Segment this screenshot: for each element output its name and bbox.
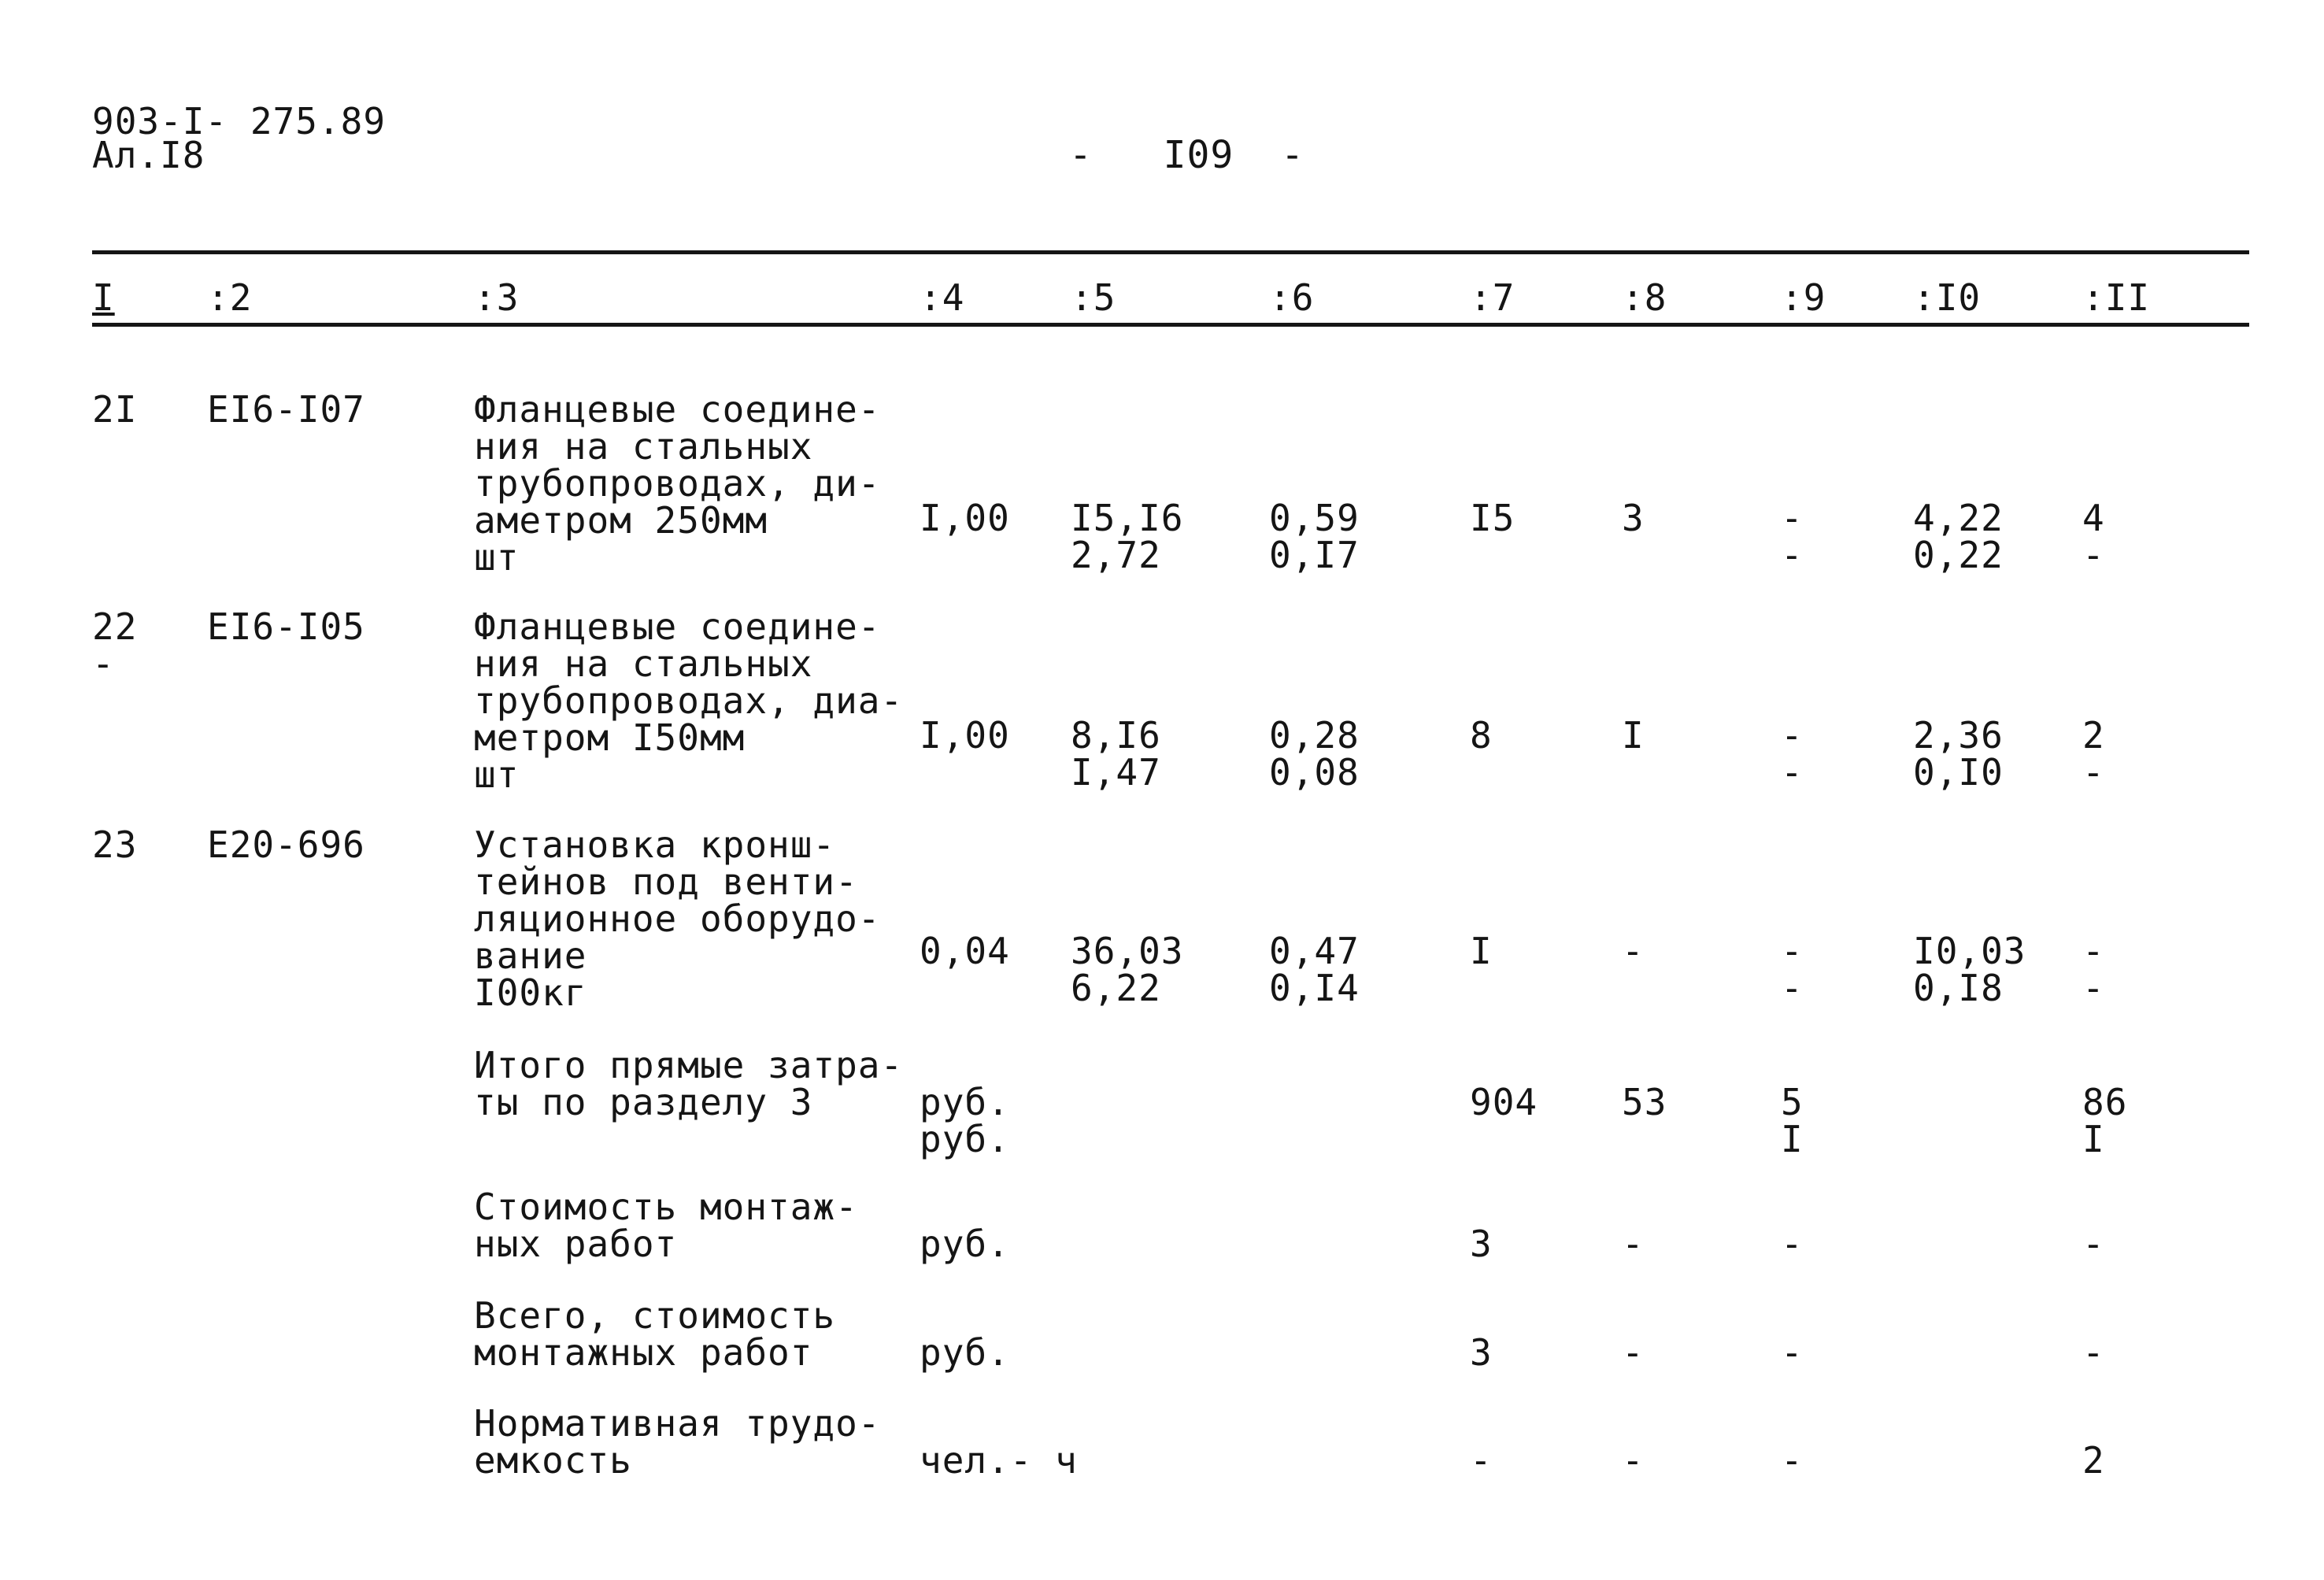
cell-col7: I5 <box>1470 497 1515 539</box>
cell-col8: - <box>1622 1223 1645 1265</box>
table-header-rule <box>92 323 2249 327</box>
quantity: I,00 <box>920 714 1010 757</box>
row-number: 23 <box>92 823 138 866</box>
cell-col11: - <box>2082 1223 2105 1265</box>
work-description: Фланцевые соедине- ния на стальных трубопроводах, ди- аметром 250мм шт <box>474 388 881 579</box>
cell-col7: 3 <box>1470 1223 1493 1265</box>
cell-col8: 53 <box>1622 1081 1667 1123</box>
quantity: I,00 <box>920 497 1010 539</box>
column-header: :9 <box>1781 276 1826 319</box>
cell-col9: - <box>1781 1223 1804 1265</box>
work-description: Фланцевые соедине- ния на стальных трубопроводах, диа- метром I50мм шт <box>474 605 904 796</box>
column-header: :4 <box>920 276 965 319</box>
cell-col5: 36,03 6,22 <box>1071 930 1184 1009</box>
cell-col9: 5 I <box>1781 1081 1804 1160</box>
summary-label: Итого прямые затра- ты по разделу 3 <box>474 1044 904 1123</box>
work-description: Установка кронш- тейнов под венти- ляционное оборудо- вание I00кг <box>474 823 881 1014</box>
cell-col5: I5,I6 2,72 <box>1071 497 1184 576</box>
cell-col9: - - <box>1781 930 1804 1009</box>
cell-col9: - - <box>1781 497 1804 576</box>
column-header: :II <box>2082 276 2151 319</box>
summary-label: Всего, стоимость монтажных работ <box>474 1294 836 1374</box>
cell-col8: I <box>1622 714 1645 757</box>
cell-col5: 8,I6 I,47 <box>1071 714 1161 794</box>
price-code: EI6-I05 <box>207 605 365 648</box>
page-number: - I09 - <box>1069 133 1304 177</box>
summary-unit: руб. руб. <box>920 1081 1010 1160</box>
cell-col6: 0,59 0,I7 <box>1269 497 1360 576</box>
column-header: :8 <box>1622 276 1667 319</box>
cell-col8: - <box>1622 930 1645 972</box>
cell-col9: - - <box>1781 714 1804 794</box>
cell-col7: - <box>1470 1439 1493 1482</box>
quantity: 0,04 <box>920 930 1010 972</box>
summary-label: Стоимость монтаж- ных работ <box>474 1186 858 1265</box>
row-number: 2I <box>92 388 138 431</box>
summary-unit: чел.- ч <box>920 1439 1078 1482</box>
cell-col7: 904 <box>1470 1081 1538 1123</box>
summary-unit: руб. <box>920 1331 1010 1374</box>
cell-col6: 0,28 0,08 <box>1269 714 1360 794</box>
cell-col7: 3 <box>1470 1331 1493 1374</box>
table-top-rule <box>92 250 2249 254</box>
cell-col7: I <box>1470 930 1493 972</box>
cell-col8: - <box>1622 1439 1645 1482</box>
cell-col11: - - <box>2082 930 2105 1009</box>
sheet-number: Ал.I8 <box>92 134 205 176</box>
cell-col11: 2 <box>2082 1439 2105 1482</box>
column-header: :5 <box>1071 276 1116 319</box>
cell-col10: 4,22 0,22 <box>1913 497 2004 576</box>
cell-col9: - <box>1781 1439 1804 1482</box>
price-code: EI6-I07 <box>207 388 365 431</box>
cell-col8: - <box>1622 1331 1645 1374</box>
column-header: :I0 <box>1913 276 1982 319</box>
cell-col11: 2 - <box>2082 714 2105 794</box>
column-header: :2 <box>207 276 253 319</box>
row-number: 22 - <box>92 605 138 685</box>
cell-col8: 3 <box>1622 497 1645 539</box>
column-header: :3 <box>474 276 520 319</box>
summary-unit: руб. <box>920 1223 1010 1265</box>
cell-col10: 2,36 0,I0 <box>1913 714 2004 794</box>
cell-col10: I0,03 0,I8 <box>1913 930 2026 1009</box>
cell-col11: - <box>2082 1331 2105 1374</box>
cell-col9: - <box>1781 1331 1804 1374</box>
summary-label: Нормативная трудо- емкость <box>474 1402 881 1482</box>
column-header: :7 <box>1470 276 1515 319</box>
column-header: :6 <box>1269 276 1315 319</box>
document-code: 903-I- 275.89 <box>92 100 387 142</box>
column-header: I <box>92 276 115 319</box>
cell-col11: 86 I <box>2082 1081 2128 1160</box>
cell-col7: 8 <box>1470 714 1493 757</box>
cell-col11: 4 - <box>2082 497 2105 576</box>
cell-col6: 0,47 0,I4 <box>1269 930 1360 1009</box>
price-code: E20-696 <box>207 823 365 866</box>
